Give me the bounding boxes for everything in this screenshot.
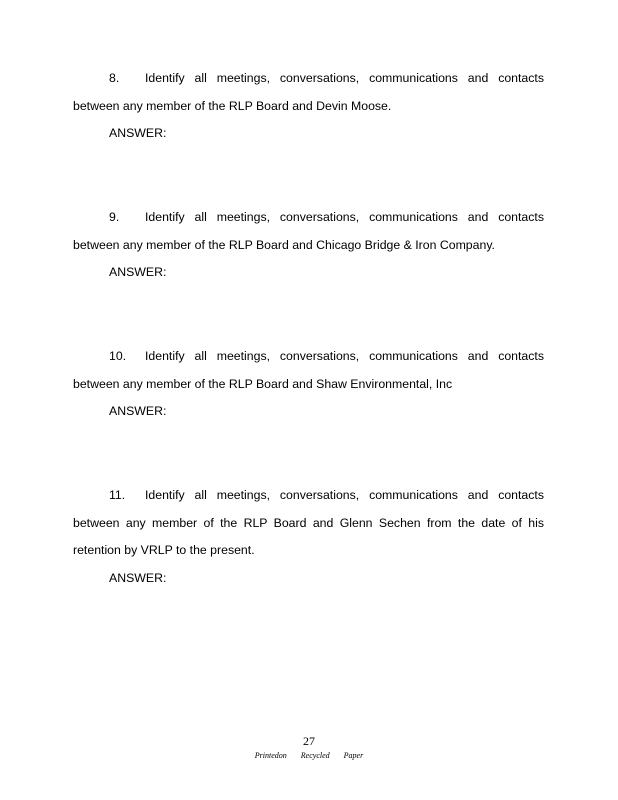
interrogatory-10 [73, 343, 544, 426]
interrogatory-11 [73, 482, 544, 593]
interrogatory-8 [73, 65, 544, 148]
interrogatory-9 [73, 204, 544, 287]
interrogatory-10-number: 10. [109, 349, 127, 363]
interrogatory-9-answer-label: ANSWER: [109, 265, 167, 280]
interrogatory-11-text [73, 482, 544, 565]
interrogatory-11-answer-label: ANSWER: [109, 571, 167, 586]
interrogatory-11-number: 11. [109, 488, 126, 502]
interrogatory-8-number: 8. [109, 71, 120, 85]
interrogatory-9-text [73, 204, 544, 259]
interrogatory-9-body: Identify all meetings, conversations, communications and contacts between any member of the RLP Board and Chicago Bridge & Iron Company. [73, 210, 544, 252]
interrogatory-11-body: Identify all meetings, conversations, communications and contacts between any member of the RLP Board and Glenn Sechen from the date of his retention by VRLP to the present. [73, 488, 544, 558]
interrogatory-8-answer-label: ANSWER: [109, 126, 167, 141]
interrogatory-10-body: Identify all meetings, conversations, communications and contacts between any member of the RLP Board and Shaw Environmental, Inc [73, 349, 544, 391]
interrogatory-8-text [73, 65, 544, 120]
page-number: 27 [303, 734, 315, 748]
recycled-paper-note: Printedon Recycled Paper [254, 751, 364, 760]
interrogatory-10-answer-label: ANSWER: [109, 404, 167, 419]
interrogatory-8-body: Identify all meetings, conversations, communications and contacts between any member of the RLP Board and Devin Moose. [73, 71, 544, 113]
interrogatory-10-text [73, 343, 544, 398]
interrogatory-9-number: 9. [109, 210, 120, 224]
